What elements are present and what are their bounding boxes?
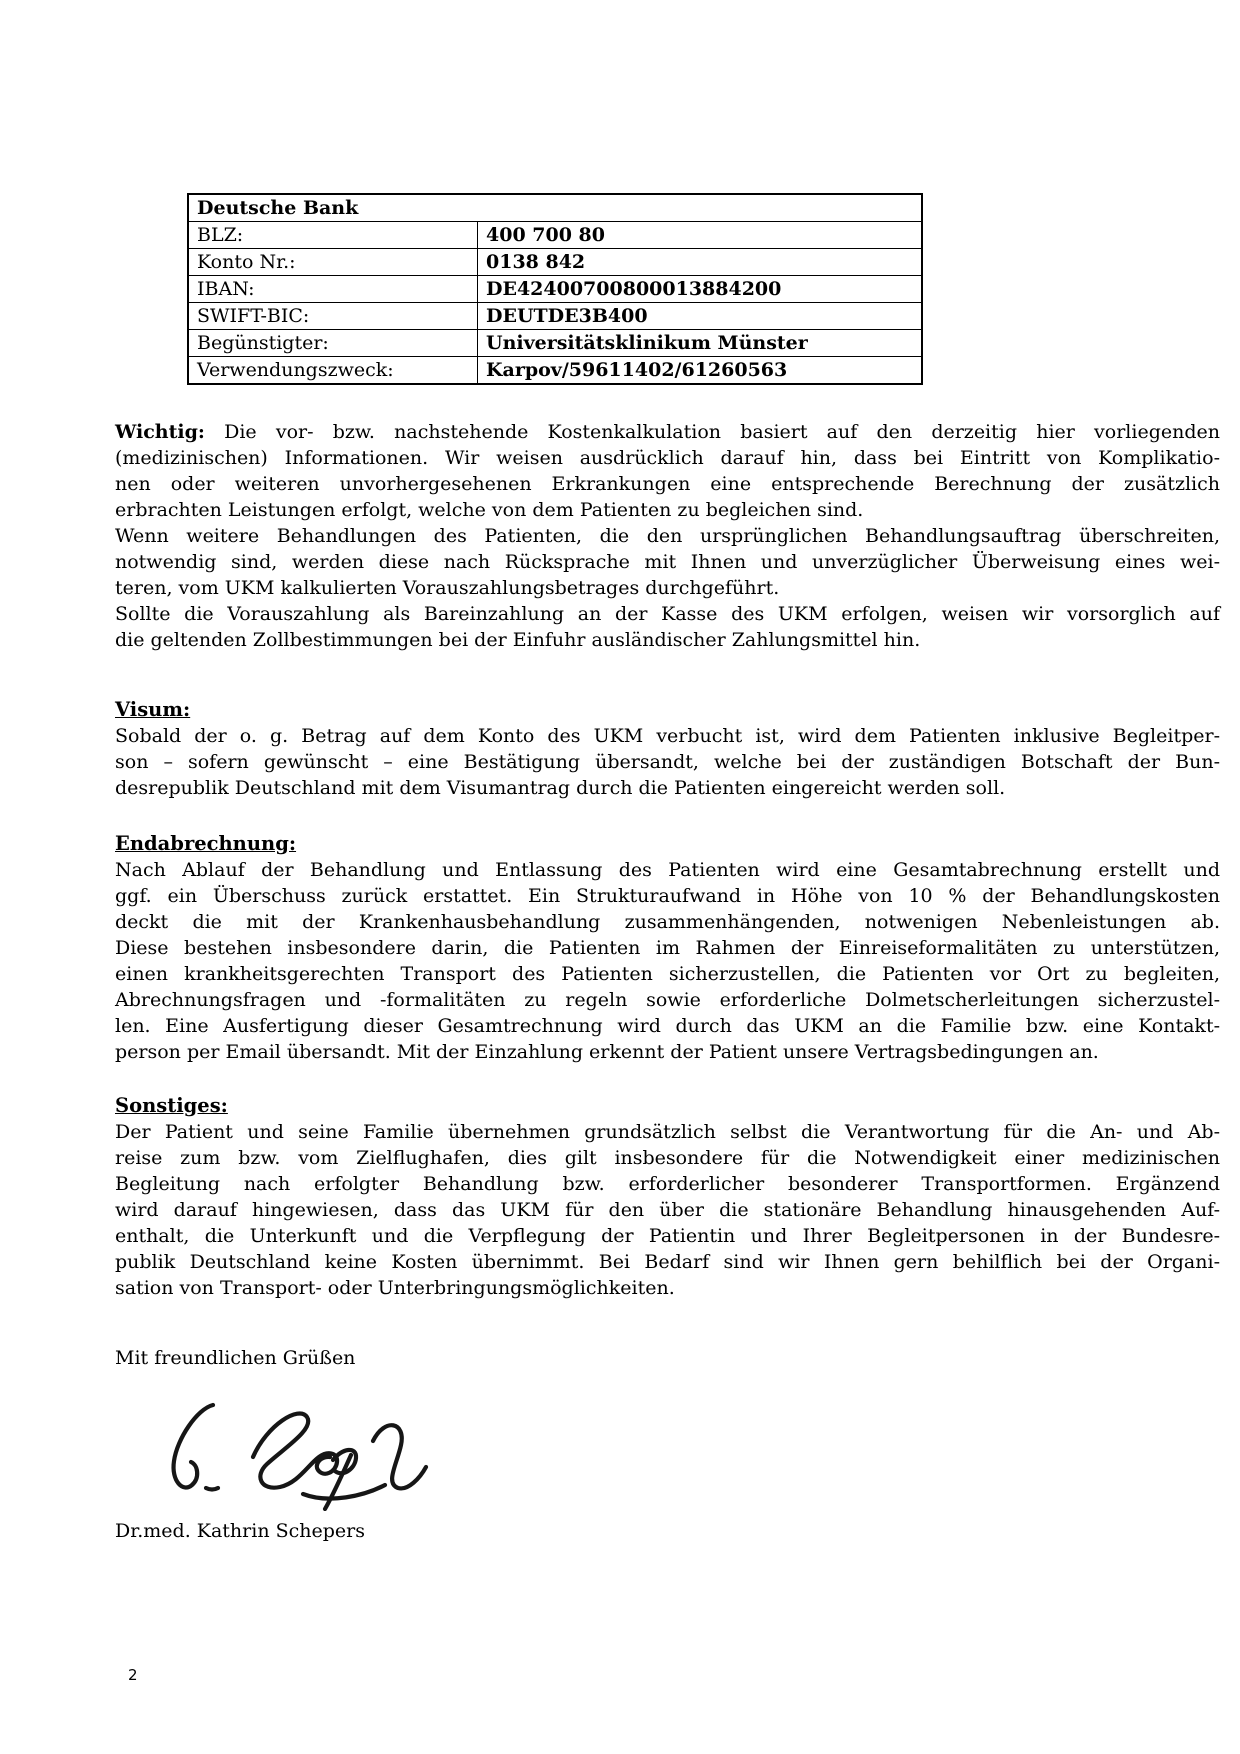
row-label: BLZ: — [188, 222, 478, 249]
page-number: 2 — [128, 1666, 138, 1684]
table-row — [188, 330, 922, 357]
text-line: notwendig sind, werden diese nach Rücksprache mit Ihnen und unverzüglicher Überweisung eines wei- — [115, 551, 1220, 573]
section-endabrechnung — [115, 831, 1220, 1065]
section-heading: Visum: — [115, 698, 191, 721]
text-line: Abrechnungsfragen und -formalitäten zu regeln sowie erforderliche Dolmetscherleitungen sicherzustel- — [115, 989, 1220, 1011]
row-value: DE42400700800013884200 — [478, 276, 923, 303]
bank-name: Deutsche Bank — [188, 194, 922, 222]
signer-name: Dr.med. Kathrin Schepers — [115, 1520, 365, 1542]
text-line: enthalt, die Unterkunft und die Verpflegung der Patientin und Ihrer Begleitpersonen in der Bundesre- — [115, 1225, 1220, 1247]
table-row — [188, 276, 922, 303]
table-row — [188, 303, 922, 330]
text-line: nen oder weiteren unvorhergesehenen Erkrankungen eine entsprechende Berechnung der zusätzlich — [115, 473, 1220, 495]
row-value: DEUTDE3B400 — [478, 303, 923, 330]
text-line: desrepublik Deutschland mit dem Visumantrag durch die Patienten eingereicht werden soll. — [115, 777, 1006, 799]
text-line-rest: Die vor- bzw. nachstehende Kostenkalkulation basiert auf den derzeitig hier vorliegenden — [224, 421, 1220, 443]
text-line: Diese bestehen insbesondere darin, die Patienten im Rahmen der Einreiseformalitäten zu unterstützen, — [115, 937, 1220, 959]
text-line: Wenn weitere Behandlungen des Patienten, die den ursprünglichen Behandlungsauftrag überschreiten, — [115, 525, 1220, 547]
table-row — [188, 194, 922, 222]
text-line: publik Deutschland keine Kosten übernimmt. Bei Bedarf sind wir Ihnen gern behilflich bei der Organi- — [115, 1251, 1220, 1273]
text-line: deckt die mit der Krankenhausbehandlung zusammenhängenden, notwenigen Nebenleistungen ab. — [115, 911, 1220, 933]
text-line: sation von Transport- oder Unterbringungsmöglichkeiten. — [115, 1277, 675, 1299]
text-line: person per Email übersandt. Mit der Einzahlung erkennt der Patient unsere Vertragsbedingungen an. — [115, 1041, 1099, 1063]
text-line: len. Eine Ausfertigung dieser Gesamtrechnung wird durch das UKM an die Familie bzw. eine Kontakt- — [115, 1015, 1220, 1037]
row-label: Verwendungszweck: — [188, 357, 478, 385]
text-line: erbrachten Leistungen erfolgt, welche von dem Patienten zu begleichen sind. — [115, 499, 864, 521]
row-value: 400 700 80 — [478, 222, 923, 249]
row-label: IBAN: — [188, 276, 478, 303]
signature-image — [161, 1397, 433, 1511]
row-label: Konto Nr.: — [188, 249, 478, 276]
section-heading: Sonstiges: — [115, 1094, 228, 1117]
text-line — [115, 419, 1220, 445]
text-line: (medizinischen) Informationen. Wir weisen ausdrücklich darauf hin, dass bei Eintritt von Komplikatio- — [115, 447, 1220, 469]
text-line: reise zum bzw. vom Zielflughafen, dies gilt insbesondere für die Notwendigkeit einer medizinischen — [115, 1147, 1220, 1169]
document-body — [115, 0, 1220, 1544]
salutation: Mit freundlichen Grüßen — [115, 1347, 356, 1369]
row-label: SWIFT-BIC: — [188, 303, 478, 330]
text-line: die geltenden Zollbestimmungen bei der Einfuhr ausländischer Zahlungsmittel hin. — [115, 629, 921, 651]
wichtig-label: Wichtig: — [115, 421, 205, 443]
text-line: son – sofern gewünscht – eine Bestätigung übersandt, welche bei der zuständigen Botschaft der Bun- — [115, 751, 1220, 773]
row-value: 0138 842 — [478, 249, 923, 276]
bank-details-table — [187, 193, 923, 385]
table-row — [188, 222, 922, 249]
paragraph-wichtig — [115, 419, 1220, 653]
text-line: Nach Ablauf der Behandlung und Entlassung des Patienten wird eine Gesamtabrechnung erstellt und — [115, 859, 1220, 881]
text-line: Sobald der o. g. Betrag auf dem Konto des UKM verbucht ist, wird dem Patienten inklusive Begleitper- — [115, 725, 1220, 747]
section-heading: Endabrechnung: — [115, 832, 297, 855]
text-line: wird darauf hingewiesen, dass das UKM für den über die stationäre Behandlung hinausgehenden Auf- — [115, 1199, 1220, 1221]
section-visum — [115, 697, 1220, 801]
row-value: Karpov/59611402/61260563 — [478, 357, 923, 385]
text-line: teren, vom UKM kalkulierten Vorauszahlungsbetrages durchgeführt. — [115, 577, 780, 599]
text-line: einen krankheitsgerechten Transport des Patienten sicherzustellen, die Patienten vor Ort zu begleiten, — [115, 963, 1220, 985]
text-line: Begleitung nach erfolgter Behandlung bzw. erforderlicher besonderer Transportformen. Ergänzend — [115, 1173, 1220, 1195]
table-row — [188, 249, 922, 276]
text-line: Der Patient und seine Familie übernehmen grundsätzlich selbst die Verantwortung für die An- und Ab- — [115, 1121, 1220, 1143]
text-line: ggf. ein Überschuss zurück erstattet. Ein Strukturaufwand in Höhe von 10 % der Behandlungskosten — [115, 885, 1220, 907]
section-sonstiges — [115, 1093, 1220, 1301]
table-row — [188, 357, 922, 385]
row-value: Universitätsklinikum Münster — [478, 330, 923, 357]
text-line: Sollte die Vorauszahlung als Bareinzahlung an der Kasse des UKM erfolgen, weisen wir vorsorglich auf — [115, 603, 1220, 625]
row-label: Begünstigter: — [188, 330, 478, 357]
